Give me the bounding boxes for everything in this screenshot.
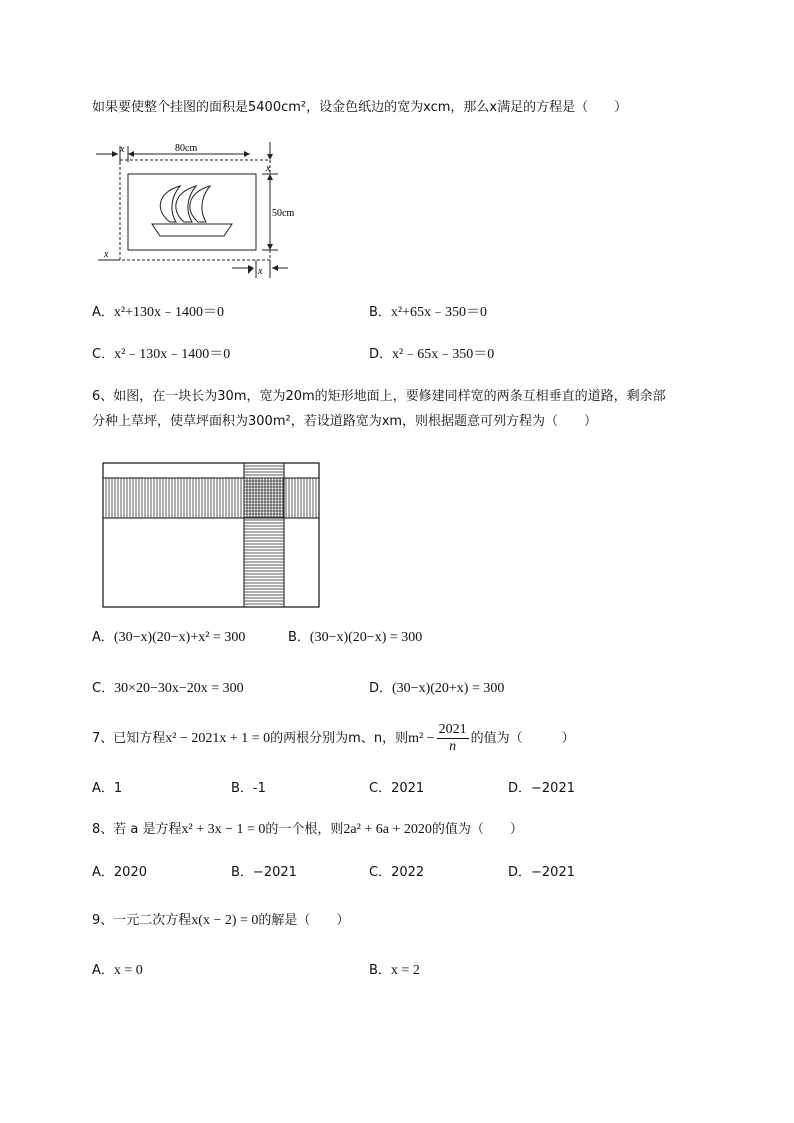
- q5-width-label: 80cm: [175, 143, 198, 154]
- q7-fraction: $\frac{2021}{n}$: [438, 722, 467, 754]
- q5-option-c: C．x²﹣130x﹣1400＝0: [92, 347, 231, 362]
- q9-option-a: A．x = 0: [92, 963, 143, 978]
- q5-height-label: 50cm: [272, 208, 295, 219]
- q5-option-b: B．x²+65x﹣350＝0: [369, 305, 488, 320]
- q7-expression: m² −: [408, 731, 435, 746]
- q7-stem: 7、已知方程x² − 2021x + 1 = 0的两根分别为m、n，则m² − $\frac{2021}{n}$ 的值为（ ）: [92, 722, 575, 754]
- q9-equation: x(x − 2) = 0: [191, 913, 259, 928]
- q5-x-label-left: x: [104, 249, 109, 260]
- q5-x-label-right: x: [266, 163, 271, 174]
- q8-option-a: A．2020: [92, 865, 147, 880]
- q5-figure: [92, 140, 302, 282]
- q5-option-a: A．x²+130x﹣1400＝0: [92, 305, 224, 320]
- q6-horizontal-road: [103, 478, 319, 518]
- q9-option-b: B．x = 2: [369, 963, 420, 978]
- q8-option-b: B．−2021: [231, 865, 297, 880]
- q8-option-d: D．−2021: [508, 865, 575, 880]
- q6-option-c: C．30×20−30x−20x = 300: [92, 681, 244, 696]
- q6-option-b: B．(30−x)(20−x) = 300: [288, 630, 423, 645]
- q6-figure: [102, 462, 322, 610]
- q8-expression: 2a² + 6a + 2020: [343, 822, 432, 837]
- q6-stem-line2: 分种上草坪，使草坪面积为300m²，若设道路宽为xm，则根据题意可列方程为（ ）: [92, 414, 598, 429]
- q5-x-label-bottom: x: [258, 266, 263, 277]
- q7-option-b: B．-1: [231, 781, 266, 796]
- q8-equation: x² + 3x − 1 = 0: [181, 822, 266, 837]
- q7-option-d: D．−2021: [508, 781, 575, 796]
- q9-stem: 9、一元二次方程x(x − 2) = 0的解是（ ）: [92, 913, 350, 928]
- q8-stem: 8、若 a 是方程x² + 3x − 1 = 0的一个根，则2a² + 6a + 2020的值为（ ）: [92, 822, 523, 837]
- q6-stem-line1: 6、如图，在一块长为30m，宽为20m的矩形地面上，要修建同样宽的两条互相垂直的道路，剩余部: [92, 389, 666, 404]
- q7-option-c: C．2021: [369, 781, 425, 796]
- q5-stem: 如果要使整个挂图的面积是5400cm²，设金色纸边的宽为xcm，那么x满足的方程是（ ）: [92, 100, 628, 115]
- q7-option-a: A．1: [92, 781, 123, 796]
- q6-option-a: A．(30−x)(20−x)+x² = 300: [92, 630, 246, 645]
- q5-x-label-top: x: [120, 144, 125, 155]
- q7-equation: x² − 2021x + 1 = 0: [165, 731, 271, 746]
- q5-option-d: D．x²﹣65x﹣350＝0: [369, 347, 495, 362]
- q6-option-d: D．(30−x)(20+x) = 300: [369, 681, 505, 696]
- q8-option-c: C．2022: [369, 865, 425, 880]
